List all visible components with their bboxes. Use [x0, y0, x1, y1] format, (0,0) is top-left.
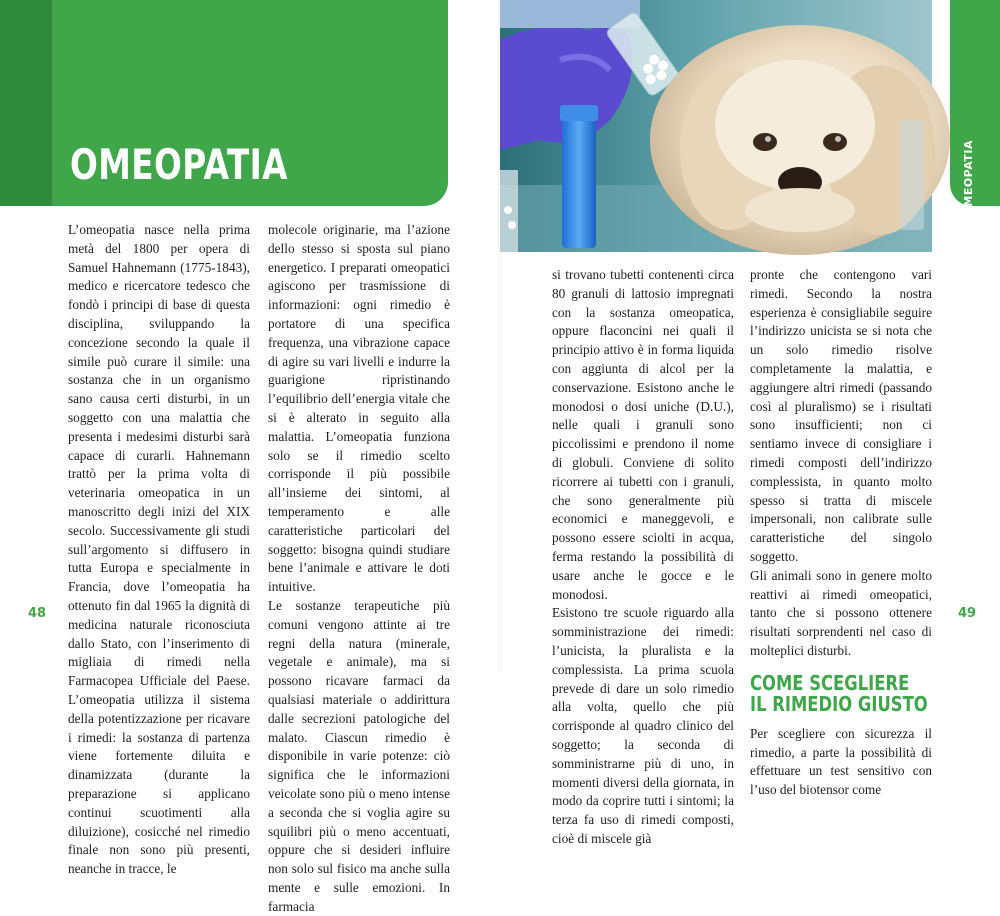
body-paragraph: pronte che contengono vari rimedi. Secondo la nostra esperienza è consigliabile seguire l’indirizzo unicista se si nota che un solo rimedio risolve completamente la malattia, e aggiungere altri rimedi (passando così al pluralismo) se i risultati sono insufficienti; non ci sentiamo invece di consigliare i rimedi composti dell’indirizzo complessista, in quanto molto spesso si tratta di miscele impersonali, non calibrate sulle caratteristiche del singolo soggetto.: [750, 267, 932, 564]
body-paragraph: Per scegliere con sicurezza il rimedio, a parte la possibilità di effettuare un test sensitivo con l’uso del biotensor come: [750, 725, 932, 798]
body-paragraph: Gli animali sono in genere molto reattivi ai rimedi omeopatici, tanto che si possono ottenere risultati sorprendenti nel caso di molteplici disturbi.: [750, 567, 932, 658]
page-number-right: 49: [958, 606, 977, 621]
body-paragraph: si trovano tubetti contenenti circa 80 granuli di lattosio impregnati con la sostanza omeopatica, oppure flaconcini nei quali il principio attivo è in forma liquida con aggiunta di alcol per la conservazione. Esistono anche le monodosi o dosi uniche (D.U.), nelle quali i granuli sono piccolissimi e prendono il nome di globuli. Conviene di solito ricorrere ai tubetti con i granuli, che sono generalmente più economici e maneggevoli, e possono essere sciolti in acqua, ferma restando la possibilità di usare anche le gocce e le monodosi.: [552, 267, 734, 602]
side-tab: [950, 0, 1000, 217]
body-paragraph: Le sostanze terapeutiche più comuni vengono attinte ai tre regni della natura (minerale, vegetale e animale), ma si possono ricavare farmaci da qualsiasi materiale o addirittura dalle secrezioni patologiche del malato. Ciascun rimedio è disponibile in varie potenze: ciò significa che le informazioni veicolate sono più o meno intense a seconda che si voglia agire su squilibri più o meno accentuati, oppure che si desideri influire non solo sul fisico ma anche sulla mente e sulle emozioni. In farmacia: [268, 597, 450, 914]
body-paragraph: molecole originarie, ma l’azione dello stesso si sposta sul piano energetico. I preparati omeopatici agiscono per trasmissione di informazioni: ogni rimedio è portatore di una specifica frequenza, una vibrazione capace di agire su vari livelli e indurre la guarigione ripristinando l’equilibrio dell’energia vitale che si è alterato in seguito alla malattia. L’omeopatia funziona solo se il rimedio scelto corrisponde il più possibile all’insieme dei sintomi, al temperamento e alle caratteristiche particolari del soggetto: bisogna quindi studiare bene l’animale e attivare le doti intuitive.: [268, 222, 450, 595]
title-band-edge: [0, 0, 52, 206]
body-paragraph: Esistono tre scuole riguardo alla somministrazione dei rimedi: l’unicista, la pluralista e la complessista. La prima scuola prevede di dare un solo rimedio alla volta, quello che più corrisponde al quadro clinico del soggetto; la seconda di somministrarne più di uno, in momenti diversi della giornata, in modo da coprire tutti i sintomi; la terza fa uso di rimedi composti, cioè di miscele già: [552, 605, 734, 846]
photo-illustration: [500, 0, 932, 252]
page-title: OMEOPATIA: [70, 140, 288, 189]
body-column-4: [750, 266, 932, 798]
section-subheading: [750, 670, 929, 716]
title-band: [0, 0, 448, 206]
body-column-1: L’omeopatia nasce nella prima metà del 1800 per opera di Samuel Hahnemann (1775-1843), medico e ricercatore tedesco che fondò i principi di base di questa disciplina, sviluppando la concezione secondo la quale il simile può curare il simile: una sostanza che in un organismo sano causa certi disturbi, in un soggetto con una malattia che presenta i medesimi disturbi sarà capace di curarli. Hahnemann trattò per la prima volta di veterinaria omeopatica in un manoscritto degli inizi del XIX secolo. Successivamente gli studi sull’argomento si diffusero in tutta Europa e specialmente in Francia, dove l’omeopatia ha ottenuto fin dal 1965 la dignità di medicina naturale riconosciuta dallo Stato, con l’inserimento di migliaia di rimedi nella Farmacopea Ufficiale del Paese. L’omeopatia utilizza il sistema della potentizzazione per ricavare i rimedi: la sostanza di partenza viene fortemente diluita e dinamizzata (durante la preparazione si applicano continui scuotimenti alla diluizione), cosicché nel rimedio finale non sono più presenti, neanche in tracce, le: [68, 222, 250, 877]
side-tab-label: OMEOPATIA: [962, 140, 975, 217]
right-page: [500, 0, 1000, 846]
body-column-2: [268, 221, 450, 914]
dog-homeopathy-photo: [500, 0, 932, 252]
subheading-line-2: IL RIMEDIO GIUSTO: [750, 691, 928, 716]
body-column-3: [552, 266, 734, 846]
subheading-line-1: COME SCEGLIERE: [750, 670, 910, 695]
page-number-left: 48: [28, 606, 47, 621]
left-page: [0, 0, 500, 914]
